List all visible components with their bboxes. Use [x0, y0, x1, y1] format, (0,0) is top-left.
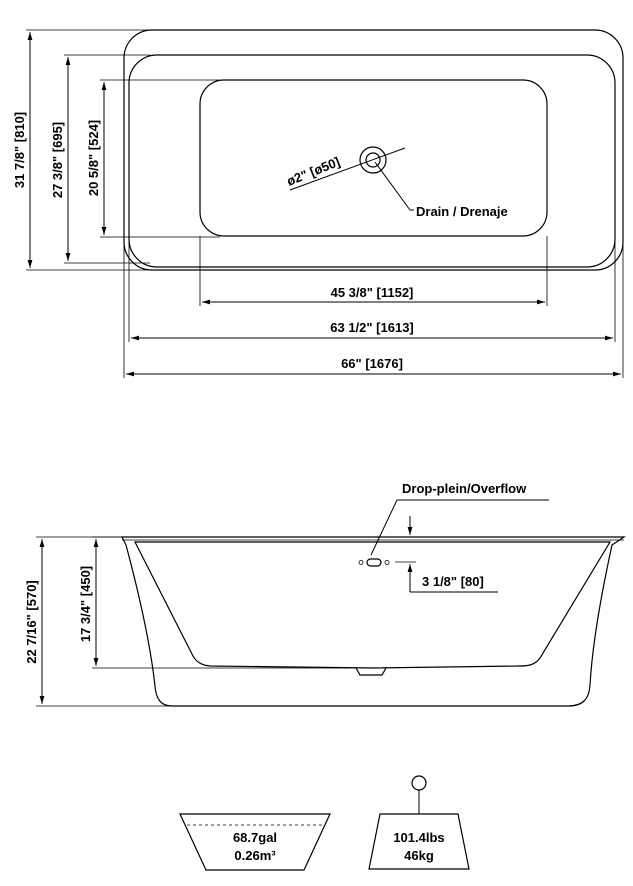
drain-label: Drain / Drenaje	[416, 204, 508, 219]
outer-depth-label: 31 7/8" [810]	[12, 111, 27, 189]
inner-depth-label: 27 3/8" [695]	[50, 121, 65, 199]
weight-lbs-label: 101.4lbs	[393, 830, 445, 845]
overflow-label: Drop-plein/Overflow	[402, 481, 527, 496]
inner-depth-side-label: 17 3/4" [450]	[78, 565, 93, 643]
tub-inner-basin	[135, 542, 610, 668]
basin-width-label: 45 3/8" [1152]	[330, 285, 414, 300]
capacity-m3-label: 0.26m³	[234, 848, 276, 863]
inner-width-label: 63 1/2" [1613]	[330, 320, 414, 335]
inner-rim	[129, 55, 615, 267]
basin-depth-label: 20 5/8" [524]	[86, 119, 101, 197]
top-view	[12, 30, 623, 378]
outer-rim	[124, 30, 623, 270]
weight-spec	[369, 776, 469, 869]
outer-width-label: 66" [1676]	[341, 356, 403, 371]
side-view	[24, 481, 624, 706]
weight-kg-label: 46kg	[404, 848, 434, 863]
drain-diameter-label: ø2" [ø50]	[284, 153, 343, 189]
capacity-spec	[180, 814, 330, 870]
overflow-offset-label: 3 1/8" [80]	[422, 574, 484, 589]
tub-outer-shell	[122, 537, 624, 706]
weight-icon	[412, 776, 426, 790]
overflow-icon	[367, 559, 381, 566]
capacity-gal-label: 68.7gal	[232, 830, 278, 845]
total-height-label: 22 7/16" [570]	[24, 580, 39, 664]
